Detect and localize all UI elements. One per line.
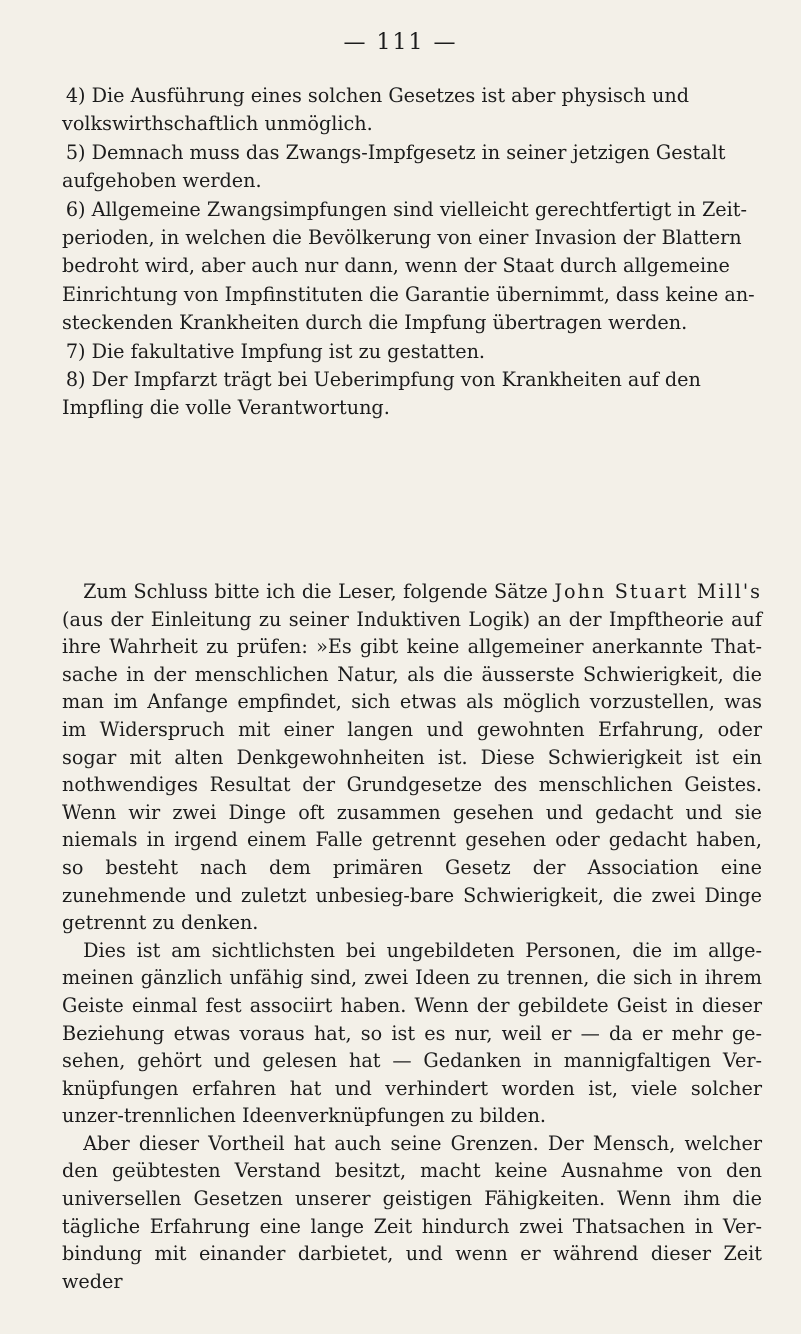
list-item-5: 5) Demnach muss das Zwangs-Impfgesetz in seiner jetzigen Gestalt aufgehoben werden. [62,140,726,193]
body-text [62,578,762,1295]
list-item-6: 6) Allgemeine Zwangsimpfungen sind vielleicht gerechtfertigt in Zeit-perioden, in welchen die Bevölkerung von einer Invasion der Blattern bedroht wird, aber auch nur dann, wenn der Staat durch allgemeine Einrichtung von Impfinstituten die Garantie übernimmt, dass keine an-steckenden Krankheiten durch die Impfung übertragen werden. [62,197,755,335]
paragraph-mill-quote [62,578,762,937]
author-name: John Stuart Mill's [554,580,762,603]
list-item-8: 8) Der Impfarzt trägt bei Ueberimpfung von Krankheiten auf den Impfling die volle Verantwortung. [62,368,701,420]
numbered-list [62,82,762,423]
list-item-4: 4) Die Ausführung eines solchen Gesetzes ist aber physisch und volkswirthschaftlich unmöglich. [62,84,690,136]
paragraph-limits: Aber dieser Vortheil hat auch seine Grenzen. Der Mensch, welcher den geübtesten Verstand besitzt, macht keine Ausnahme von den universellen Gesetzen unserer geistigen Fähigkeiten. Wenn ihm die tägliche Erfahrung eine lange Zeit hindurch zwei Thatsachen in Ver-bindung mit einander darbietet, und wenn er während dieser Zeit weder [62,1131,762,1293]
list-item-7: 7) Die fakultative Impfung ist zu gestatten. [65,339,486,363]
paragraph-text: Zum Schluss bitte ich die Leser, folgende Sätze [83,580,555,603]
paragraph-association: Dies ist am sichtlichsten bei ungebildeten Personen, die im allge-meinen gänzlich unfähig sind, zwei Ideen zu trennen, die sich in ihrem Geiste einmal fest associirt haben. Wenn der gebildete Geist in dieser Beziehung etwas voraus hat, so ist es nur, weil er — da er mehr ge-sehen, gehört und gelesen hat — Gedanken in mannigfaltigen Ver-knüpfungen erfahren hat und verhindert worden ist, viele solcher unzer-trennlichen Ideenverknüpfungen zu bilden. [62,938,762,1128]
paragraph-text: (aus der Einleitung zu seiner Induktiven Logik) an der Impftheorie auf ihre Wahrheit zu prüfen: »Es gibt keine allgemeiner anerkannte That-sache in der menschlichen Natur, als die äusserste Schwierigkeit, die man im Anfange empfindet, sich etwas als möglich vorzustellen, was im Widerspruch mit einer langen und gewohnten Erfahrung, oder sogar mit alten Denkgewohnheiten ist. Diese Schwierigkeit ist ein nothwendiges Resultat der Grundgesetze des menschlichen Geistes. Wenn wir zwei Dinge oft zusammen gesehen und gedacht und sie niemals in irgend einem Falle getrennt gesehen oder gedacht haben, so besteht nach dem primären Gesetz der Association eine zunehmende und zuletzt unbesieg-bare Schwierigkeit, die zwei Dinge getrennt zu denken. [62,607,762,935]
page-number: — 111 — [343,30,458,55]
